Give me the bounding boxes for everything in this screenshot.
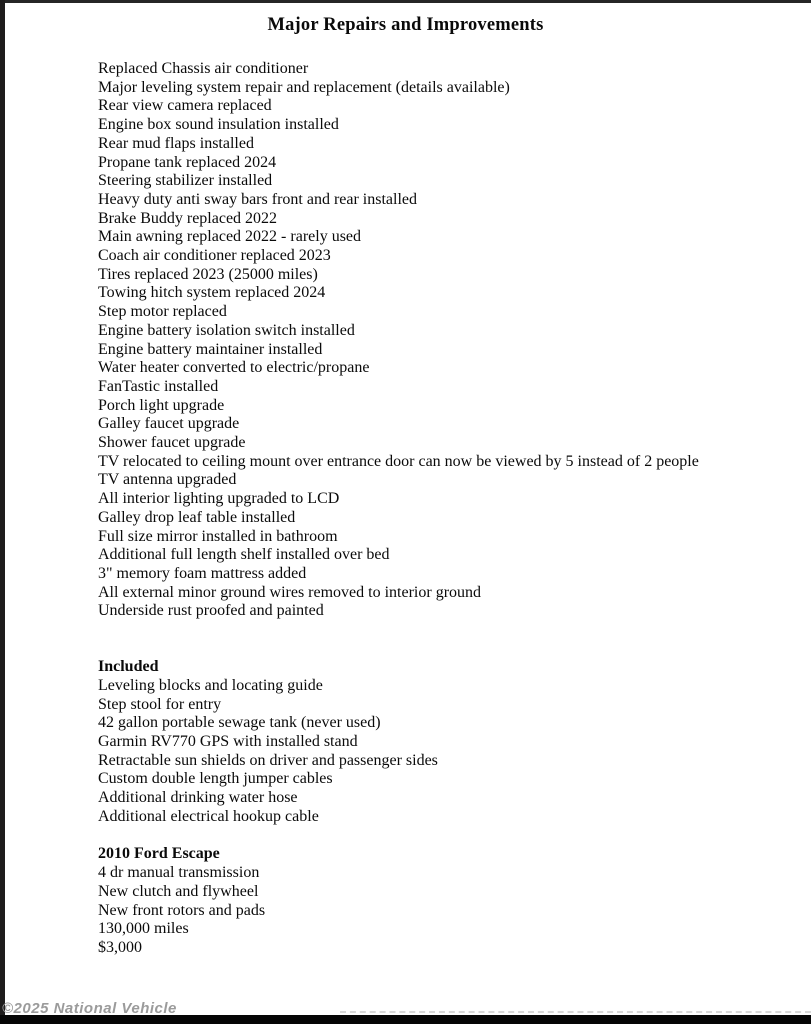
list-item: Full size mirror installed in bathroom — [98, 527, 338, 545]
section-heading-vehicle: 2010 Ford Escape — [98, 845, 220, 863]
list-item: All external minor ground wires removed to interior ground — [98, 583, 482, 601]
list-item: Additional electrical hookup cable — [98, 807, 319, 825]
list-item: Main awning replaced 2022 - rarely used — [98, 228, 362, 246]
list-item: Steering stabilizer installed — [98, 172, 273, 190]
list-item: $3,000 — [98, 938, 142, 956]
list-item: Rear view camera replaced — [98, 97, 272, 115]
list-item: Step stool for entry — [98, 695, 222, 713]
list-item: Propane tank replaced 2024 — [98, 153, 277, 171]
list-item: New front rotors and pads — [98, 901, 266, 919]
list-item: 3" memory foam mattress added — [98, 564, 307, 582]
list-item: Engine battery maintainer installed — [98, 340, 323, 358]
list-item: Additional drinking water hose — [98, 789, 298, 807]
list-item: Engine battery isolation switch installed — [98, 321, 355, 339]
top-edge-bar — [0, 0, 811, 3]
watermark-rule — [340, 1011, 811, 1013]
list-item: TV relocated to ceiling mount over entrance door can now be viewed by 5 instead of 2 people — [98, 452, 699, 470]
vehicle-section — [0, 845, 811, 957]
page-title: Major Repairs and Improvements — [267, 15, 544, 35]
list-item: Step motor replaced — [98, 303, 227, 321]
list-item: Galley drop leaf table installed — [98, 508, 296, 526]
list-item: All interior lighting upgraded to LCD — [98, 490, 340, 508]
list-item: Water heater converted to electric/propane — [98, 359, 370, 377]
list-item: Shower faucet upgrade — [98, 434, 246, 452]
list-item: Leveling blocks and locating guide — [98, 676, 323, 694]
list-item: Engine box sound insulation installed — [98, 116, 339, 134]
list-item: Towing hitch system replaced 2024 — [98, 284, 326, 302]
list-item: Retractable sun shields on driver and passenger sides — [98, 751, 438, 769]
section-heading-included: Included — [98, 658, 159, 676]
list-item: Tires replaced 2023 (25000 miles) — [98, 265, 318, 283]
list-item: New clutch and flywheel — [98, 882, 259, 900]
list-item: Custom double length jumper cables — [98, 770, 333, 788]
watermark: ©2025 National Vehicle — [2, 1000, 177, 1017]
list-item: Porch light upgrade — [98, 396, 225, 414]
list-item: Replaced Chassis air conditioner — [98, 60, 309, 77]
list-item: Major leveling system repair and replacement (details available) — [98, 78, 510, 96]
list-item: FanTastic installed — [98, 377, 219, 395]
list-item: 42 gallon portable sewage tank (never used) — [98, 714, 381, 732]
repairs-list — [0, 60, 811, 621]
list-item: Garmin RV770 GPS with installed stand — [98, 732, 358, 750]
list-item: TV antenna upgraded — [98, 471, 237, 489]
list-item: Additional full length shelf installed over bed — [98, 546, 390, 564]
list-item: Coach air conditioner replaced 2023 — [98, 247, 331, 265]
list-item: Underside rust proofed and painted — [98, 602, 324, 620]
list-item: 4 dr manual transmission — [98, 864, 260, 882]
list-item: Heavy duty anti sway bars front and rear installed — [98, 190, 418, 208]
list-item: Galley faucet upgrade — [98, 415, 240, 433]
list-item: 130,000 miles — [98, 920, 189, 938]
list-item: Rear mud flaps installed — [98, 134, 254, 152]
list-item: Brake Buddy replaced 2022 — [98, 209, 278, 227]
document-page — [0, 14, 811, 958]
included-section — [0, 658, 811, 826]
